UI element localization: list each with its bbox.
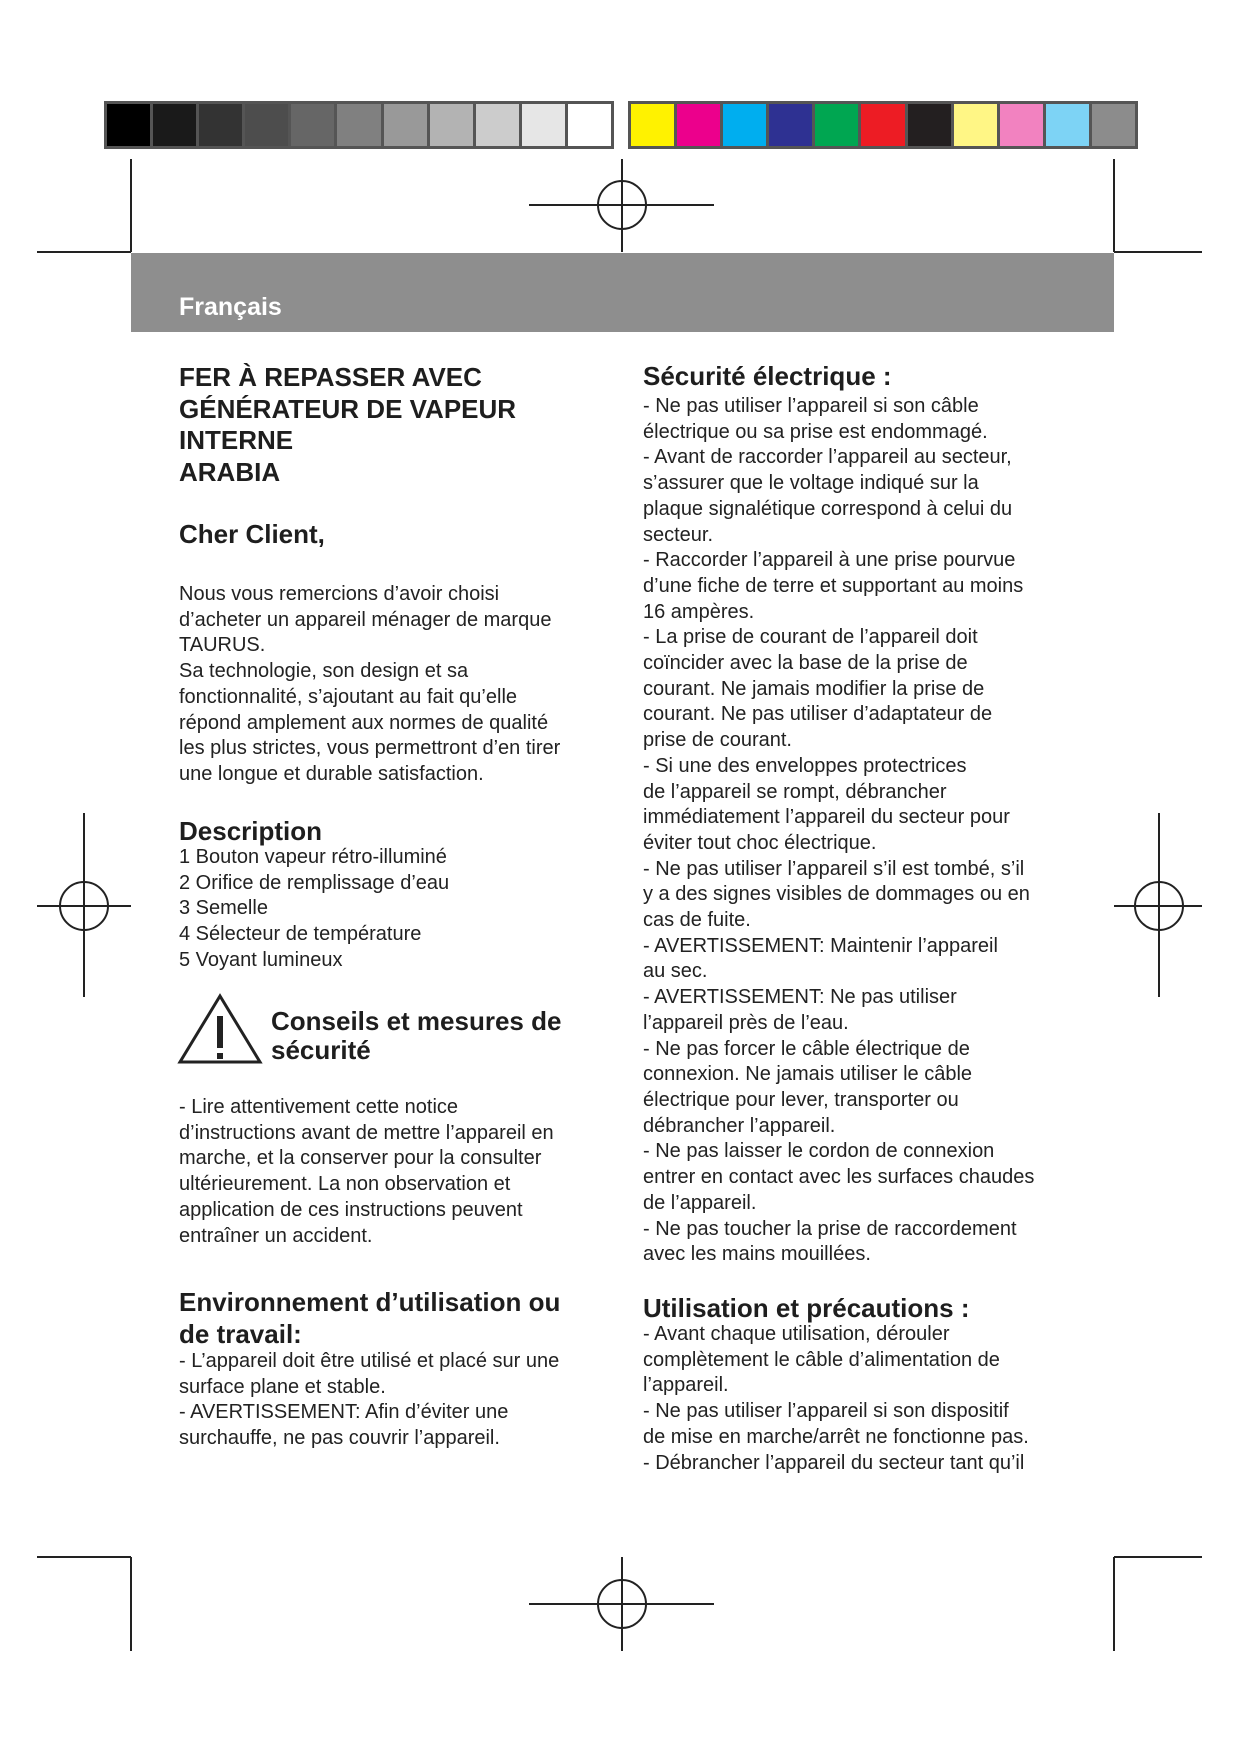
text-line: au sec.: [643, 960, 708, 983]
text-line: GÉNÉRATEUR DE VAPEUR: [179, 393, 517, 424]
usage-heading: [643, 1293, 970, 1324]
text-line: Environnement d’utilisation ou: [179, 1287, 561, 1317]
text-line: surface plane et stable.: [179, 1375, 386, 1398]
text-line: l’appareil près de l’eau.: [643, 1011, 849, 1034]
text-line: de l’appareil se rompt, débrancher: [643, 780, 947, 803]
description-heading: [179, 816, 322, 847]
text-line: - Raccorder l’appareil à une prise pourvue: [643, 549, 1016, 572]
text-line: les plus strictes, vous permettront d’en tirer: [179, 737, 561, 760]
text-line: Sa technologie, son design et sa: [179, 660, 469, 683]
text-line: - Avant chaque utilisation, dérouler: [643, 1323, 950, 1345]
environment-heading: [179, 1286, 560, 1350]
text-line: l’appareil.: [643, 1374, 729, 1397]
corner-mark-bottom-left: [37, 1557, 131, 1651]
text-line: s’assurer que le voltage indiqué sur la: [643, 472, 979, 495]
text-line: immédiatement l’appareil du secteur pour: [643, 806, 1010, 829]
text-line: courant. Ne pas utiliser d’adaptateur de: [643, 703, 993, 726]
text-line: avec les mains mouillées.: [643, 1243, 871, 1266]
corner-mark-bottom-right: [1114, 1557, 1202, 1651]
text-line: Nous vous remercions d’avoir choisi: [179, 583, 500, 605]
text-line: 3 Semelle: [179, 897, 268, 920]
text-line: ultérieurement. La non observation et: [179, 1173, 511, 1196]
registration-mark-bottom-icon: [529, 1557, 714, 1651]
warning-triangle-icon: [177, 992, 263, 1066]
text-line: de travail:: [179, 1319, 302, 1349]
text-line: prise de courant.: [643, 729, 792, 752]
text-line: débrancher l’appareil.: [643, 1114, 836, 1137]
text-line: - Ne pas toucher la prise de raccordement: [643, 1217, 1017, 1240]
greeting: [179, 519, 325, 550]
text-line: - AVERTISSEMENT: Afin d’éviter une: [179, 1401, 509, 1424]
text-line: sécurité: [271, 1035, 371, 1065]
text-line: de mise en marche/arrêt ne fonctionne pas.: [643, 1425, 1029, 1448]
usage-paragraph: [643, 1322, 1029, 1476]
text-line: entraîner un accident.: [179, 1224, 373, 1247]
safety-paragraph: [179, 1095, 554, 1249]
text-line: - Ne pas forcer le câble électrique de: [643, 1037, 970, 1060]
registration-mark-top-icon: [529, 159, 714, 252]
text-line: connexion. Ne jamais utiliser le câble: [643, 1063, 973, 1086]
text-line: 4 Sélecteur de température: [179, 923, 422, 946]
text-line: électrique ou sa prise est endommagé.: [643, 420, 988, 443]
text-line: 16 ampères.: [643, 600, 755, 623]
usage-heading-text: Utilisation et précautions :: [643, 1293, 970, 1323]
text-line: - Lire attentivement cette notice: [179, 1096, 459, 1118]
text-line: - Ne pas utiliser l’appareil si son dispositif: [643, 1400, 1009, 1423]
greeting-text: Cher Client,: [179, 519, 325, 549]
text-line: d’une fiche de terre et supportant au moins: [643, 574, 1024, 597]
corner-mark-top-left: [37, 159, 131, 252]
text-line: - Ne pas laisser le cordon de connexion: [643, 1140, 995, 1163]
text-line: courant. Ne jamais modifier la prise de: [643, 677, 985, 700]
registration-mark-right-icon: [1114, 813, 1202, 997]
text-line: - La prise de courant de l’appareil doit: [643, 626, 978, 649]
product-title: [179, 362, 516, 488]
registration-mark-left-icon: [37, 813, 131, 997]
text-line: coïncider avec la base de la prise de: [643, 652, 968, 675]
intro-paragraph: [179, 582, 560, 788]
electrical-safety-paragraph: [643, 394, 1034, 1268]
language-header-band: [131, 253, 1114, 332]
description-list: [179, 845, 449, 974]
text-line: - AVERTISSEMENT: Ne pas utiliser: [643, 986, 957, 1009]
text-line: d’acheter un appareil ménager de marque: [179, 608, 552, 631]
text-line: 1 Bouton vapeur rétro-illuminé: [179, 846, 447, 868]
text-line: ARABIA: [179, 456, 281, 487]
text-line: - L’appareil doit être utilisé et placé sur une: [179, 1350, 560, 1372]
description-heading-text: Description: [179, 816, 323, 846]
text-line: marche, et la conserver pour la consulter: [179, 1147, 542, 1170]
text-line: y a des signes visibles de dommages ou en: [643, 883, 1030, 906]
text-line: 2 Orifice de remplissage d’eau: [179, 871, 450, 894]
text-line: répond amplement aux normes de qualité: [179, 711, 549, 734]
text-line: fonctionnalité, s’ajoutant au fait qu’elle: [179, 685, 518, 708]
electrical-safety-heading-text: Sécurité électrique :: [643, 361, 892, 391]
text-line: une longue et durable satisfaction.: [179, 762, 484, 785]
text-line: électrique pour lever, transporter ou: [643, 1088, 959, 1111]
text-line: plaque signalétique correspond à celui du: [643, 497, 1013, 520]
environment-paragraph: [179, 1349, 559, 1452]
text-line: entrer en contact avec les surfaces chaudes: [643, 1166, 1035, 1189]
electrical-safety-heading: [643, 361, 892, 392]
language-label: Français: [179, 293, 282, 321]
corner-mark-top-right: [1114, 159, 1202, 252]
text-line: de l’appareil.: [643, 1191, 757, 1214]
text-line: d’instructions avant de mettre l’appareil en: [179, 1121, 554, 1144]
safety-heading: [271, 1007, 561, 1065]
text-line: - Débrancher l’appareil du secteur tant qu’il: [643, 1451, 1025, 1474]
text-line: surchauffe, ne pas couvrir l’appareil.: [179, 1427, 500, 1450]
text-line: 5 Voyant lumineux: [179, 948, 343, 971]
text-line: TAURUS.: [179, 634, 266, 657]
text-line: secteur.: [643, 523, 714, 546]
text-line: Conseils et mesures de: [271, 1006, 562, 1036]
text-line: cas de fuite.: [643, 909, 751, 932]
text-line: application de ces instructions peuvent: [179, 1198, 523, 1221]
text-line: FER À REPASSER AVEC: [179, 362, 482, 392]
text-line: - AVERTISSEMENT: Maintenir l’appareil: [643, 934, 998, 957]
text-line: - Ne pas utiliser l’appareil si son câble: [643, 395, 979, 417]
text-line: INTERNE: [179, 425, 294, 455]
text-line: complètement le câble d’alimentation de: [643, 1348, 1000, 1371]
text-line: éviter tout choc électrique.: [643, 831, 877, 854]
text-line: - Avant de raccorder l’appareil au secteur,: [643, 446, 1012, 469]
text-line: - Si une des enveloppes protectrices: [643, 754, 967, 777]
text-line: - Ne pas utiliser l’appareil s’il est tombé, s’il: [643, 857, 1025, 880]
